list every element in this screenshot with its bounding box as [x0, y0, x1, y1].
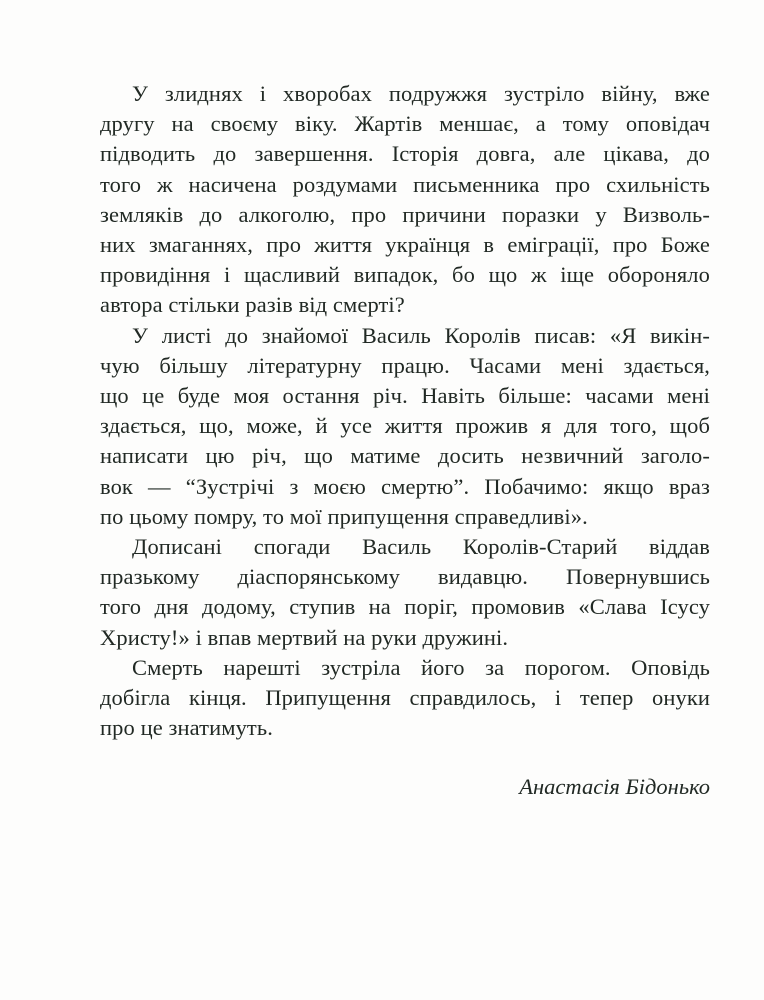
paragraph — [100, 532, 710, 653]
paragraph — [100, 79, 710, 321]
paragraph — [100, 653, 710, 744]
text-line: провидіння і щасливий випадок, бо що ж іще обороняло — [100, 262, 710, 288]
text-line: автора стільки разів від смерті? — [100, 292, 405, 318]
text-line: добігла кінця. Припущення справдилось, і тепер онуки — [100, 685, 710, 711]
text-block — [100, 79, 710, 743]
text-line: про це знатимуть. — [100, 715, 273, 741]
text-line: празькому діаспорянському видавцю. Повернувшись — [100, 564, 710, 590]
text-line: написати цю річ, що матиме досить незвичний заголо- — [100, 443, 710, 469]
paragraph — [100, 321, 710, 532]
text-line: У злиднях і хворобах подружжя зустріло війну, вже — [132, 81, 710, 106]
text-line: чую більшу літературну працю. Часами мені здається, — [100, 352, 710, 378]
text-line: земляків до алкоголю, про причини поразки у Визволь- — [100, 201, 710, 227]
text-line: того ж насичена роздумами письменника про схильність — [100, 171, 710, 197]
text-line: Дописані спогади Василь Королів-Старий віддав — [132, 534, 710, 560]
author-signature: Анастасія Бідонько — [519, 774, 710, 799]
text-line: що це буде моя остання річ. Навіть більше: часами мені — [100, 383, 710, 409]
text-line: другу на своєму віку. Жартів меншає, а тому оповідач — [100, 111, 710, 137]
text-line: підводить до завершення. Історія довга, але цікава, до — [100, 141, 710, 167]
text-line: вок — “Зустрічі з моєю смертю”. Побачимо: якщо враз — [100, 473, 710, 499]
text-line: Христу!» і впав мертвий на руки дружині. — [100, 624, 509, 650]
text-line: того дня додому, ступив на поріг, промовив «Слава Ісусу — [100, 594, 710, 620]
text-line: Смерть нарешті зустріла його за порогом. Оповідь — [132, 654, 710, 680]
text-line: них змаганнях, про життя українця в еміграції, про Боже — [100, 232, 710, 258]
text-line: по цьому помру, то мої припущення справедливі». — [100, 503, 588, 529]
text-line: здається, що, може, й усе життя прожив я для того, щоб — [100, 413, 710, 439]
text-line: У листі до знайомої Василь Королів писав: «Я викін- — [132, 322, 710, 348]
